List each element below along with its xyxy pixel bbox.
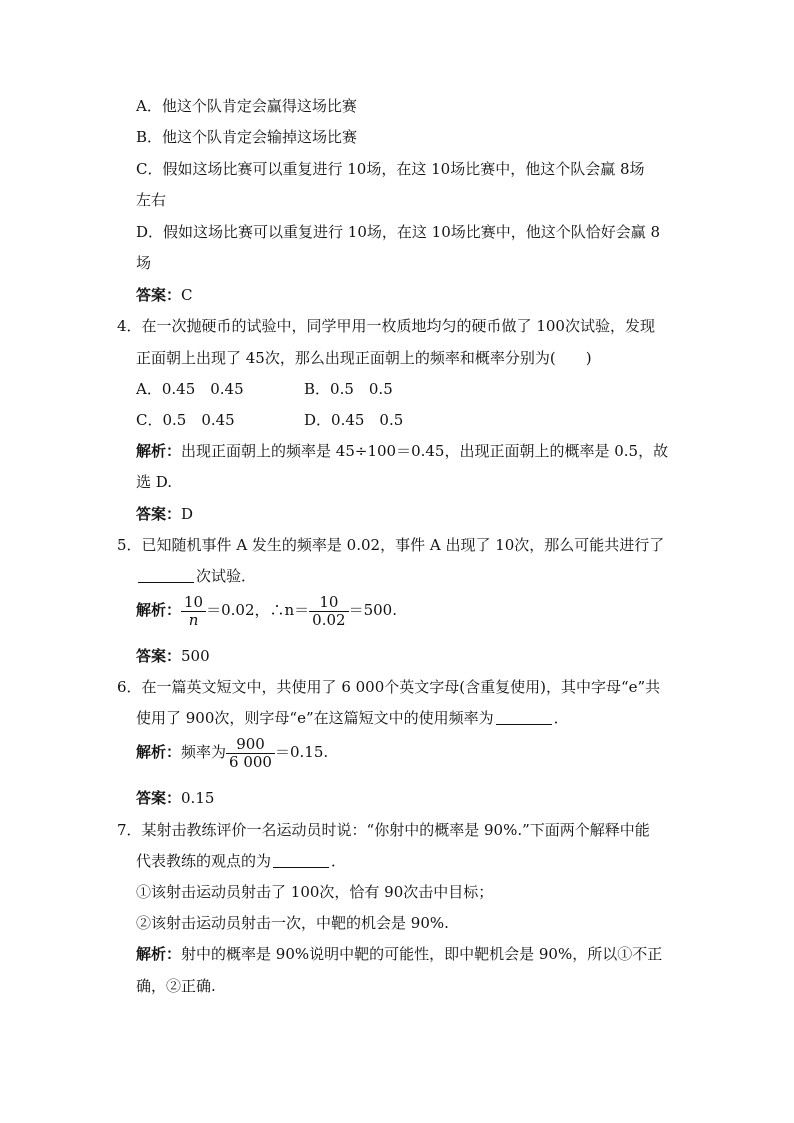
q4-stem-line1	[117, 316, 655, 336]
answer-value: 0.15	[181, 789, 215, 807]
equation-result: ＝500.	[348, 601, 397, 619]
answer-label: 答案：	[136, 286, 182, 304]
q3-option-c-line1: C．假如这场比赛可以重复进行 10场，在这 10场比赛中，他这个队会赢 8场	[136, 160, 645, 178]
q7-item-1: ①该射击运动员射击了 100次，恰有 90次击中目标；	[136, 883, 494, 901]
q4-options-row2	[136, 410, 404, 430]
q4-option-a: A．0.45 0.45	[136, 380, 244, 398]
analysis-label: 解析：	[136, 601, 182, 619]
q4-options-row1	[136, 379, 393, 399]
q6-stem-text-2: 使用了 900次，则字母“e”在这篇短文中的使用频率为	[136, 709, 494, 727]
q4-analysis-line1	[136, 441, 668, 461]
fraction-numerator: 10	[181, 594, 206, 612]
analysis-label: 解析：	[136, 442, 182, 460]
answer-blank	[273, 853, 329, 868]
q4-stem-text: 在一次抛硬币的试验中，同学甲用一枚质地均匀的硬币做了 100次试验，发现	[141, 317, 655, 335]
q3-option-a: A．他这个队肯定会赢得这场比赛	[136, 97, 357, 115]
question-number: 7．	[117, 821, 142, 839]
answer-blank	[496, 710, 552, 725]
q4-option-d: D．0.45 0.5	[304, 411, 404, 429]
question-number: 4．	[117, 317, 142, 335]
q4-analysis-line2: 选 D.	[136, 473, 173, 491]
q5-stem-tail: 次试验．	[196, 567, 257, 585]
q4-answer	[136, 504, 193, 524]
q7-analysis-line2: 确，②正确.	[136, 977, 216, 995]
fraction-10-over-n	[181, 594, 206, 629]
fraction-denominator: 0.02	[312, 610, 346, 629]
analysis-text: 射中的概率是 90%说明中靶的可能性，即中靶机会是 90%，所以①不正	[181, 945, 663, 963]
equation-text: ＝0.02，∴n＝	[206, 601, 310, 619]
q4-option-c: C．0.5 0.45	[136, 411, 235, 429]
q3-option-d-line2: 场	[136, 254, 152, 272]
fraction-numerator: 10	[309, 594, 348, 612]
analysis-label: 解析：	[136, 743, 182, 761]
q6-answer	[136, 788, 214, 808]
q3-option-b: B．他这个队肯定会输掉这场比赛	[136, 128, 358, 146]
question-number: 5．	[117, 536, 142, 554]
q4-stem-line2: 正面朝上出现了 45次，那么出现正面朝上的频率和概率分别为( )	[136, 349, 592, 367]
q5-stem-line2	[136, 566, 256, 586]
question-number: 6．	[117, 678, 142, 696]
q7-stem-line2	[136, 851, 346, 871]
q7-item-2: ②该射击运动员射击一次，中靶的机会是 90%.	[136, 914, 449, 932]
q3-option-d-line1: D．假如这场比赛可以重复进行 10场，在这 10场比赛中，他这个队恰好会赢 8	[136, 223, 661, 241]
q6-stem-line2	[136, 708, 569, 728]
q6-stem-text: 在一篇英文短文中，共使用了 6 000个英文字母(含重复使用)，其中字母“e”共	[141, 678, 661, 696]
q7-stem-line1	[117, 820, 650, 840]
fraction-denominator: n	[188, 610, 199, 629]
answer-label: 答案：	[136, 505, 182, 523]
q5-answer	[136, 646, 210, 666]
answer-value: D	[181, 505, 194, 523]
q3-answer	[136, 285, 193, 305]
answer-blank	[138, 568, 194, 583]
q4-option-b: B．0.5 0.5	[304, 380, 393, 398]
q5-analysis	[136, 592, 397, 629]
equation-result: ＝0.15.	[274, 743, 329, 761]
fraction-denominator: 6 000	[229, 752, 272, 771]
q7-stem-end: ．	[331, 852, 347, 870]
analysis-text: 频率为	[181, 743, 227, 761]
fraction-900-over-6000	[226, 736, 275, 771]
q6-analysis	[136, 734, 328, 771]
answer-label: 答案：	[136, 647, 182, 665]
answer-value: 500	[181, 647, 210, 665]
analysis-label: 解析：	[136, 945, 182, 963]
fraction-numerator: 900	[226, 736, 275, 754]
q6-stem-line1	[117, 677, 660, 697]
q5-stem-text: 已知随机事件 A 发生的频率是 0.02，事件 A 出现了 10次，那么可能共进行了	[141, 536, 665, 554]
analysis-text: 出现正面朝上的频率是 45÷100＝0.45，出现正面朝上的概率是 0.5，故	[181, 442, 669, 460]
q6-stem-end: ．	[553, 709, 569, 727]
fraction-10-over-0.02	[309, 594, 348, 629]
q5-stem-line1	[117, 535, 664, 555]
q7-stem-text: 某射击教练评价一名运动员时说：“你射中的概率是 90%.”下面两个解释中能	[141, 821, 650, 839]
q7-analysis-line1	[136, 944, 662, 964]
q3-option-c-line2: 左右	[136, 191, 167, 209]
answer-label: 答案：	[136, 789, 182, 807]
q7-stem-text-2: 代表教练的观点的为	[136, 852, 272, 870]
answer-value: C	[181, 286, 193, 304]
